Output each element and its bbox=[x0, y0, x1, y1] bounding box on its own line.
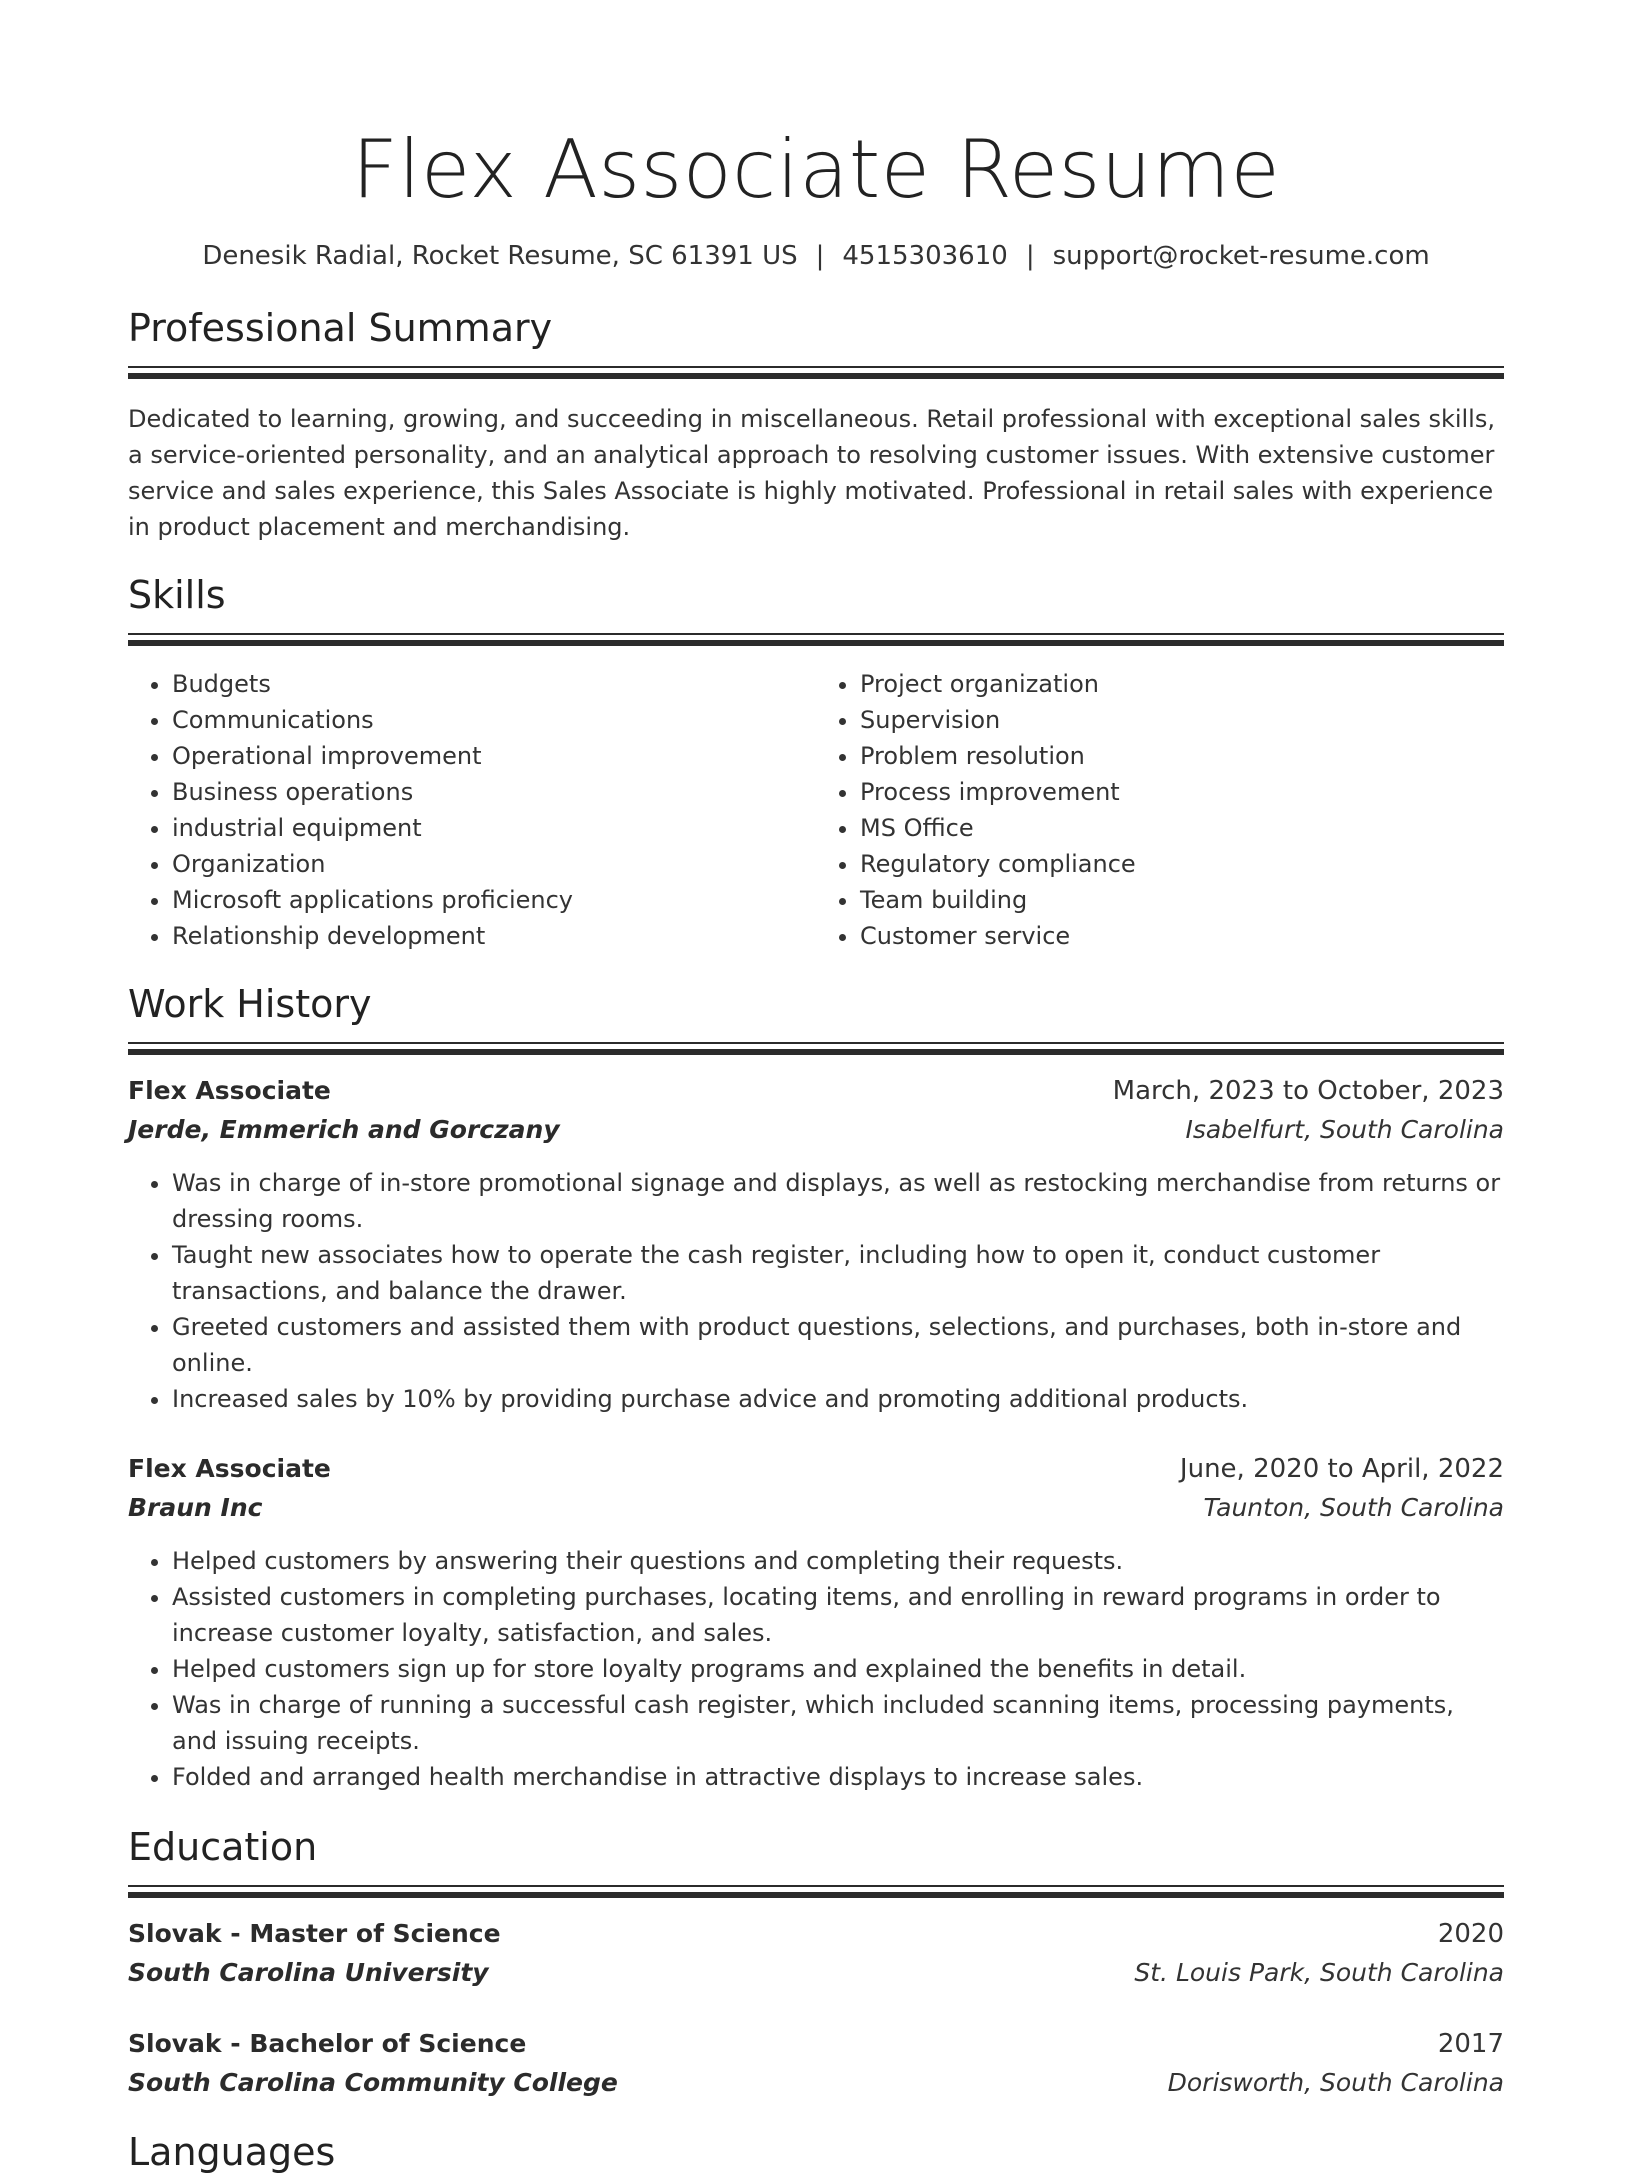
job-company: Braun Inc bbox=[128, 1493, 263, 1522]
section-divider bbox=[128, 1892, 1504, 1898]
education-header bbox=[128, 2024, 1504, 2064]
contact-phone: 4515303610 bbox=[842, 241, 1008, 271]
section-heading-skills: Skills bbox=[128, 573, 226, 617]
job-bullet: • Helped customers sign up for store loyalty programs and explained the benefits in detail. bbox=[172, 1651, 1504, 1687]
skill-item: • Relationship development bbox=[172, 918, 816, 954]
skills-columns bbox=[128, 666, 1504, 954]
job-location: Isabelfurt, South Carolina bbox=[1185, 1115, 1504, 1144]
job-bullets bbox=[128, 1165, 1504, 1417]
education-section bbox=[128, 1823, 1504, 2102]
job-entry bbox=[128, 1071, 1504, 1417]
skill-item: • Operational improvement bbox=[172, 738, 816, 774]
skill-item: • Problem resolution bbox=[860, 738, 1504, 774]
education-entry bbox=[128, 1914, 1504, 1992]
skill-item: • Business operations bbox=[172, 774, 816, 810]
skills-section bbox=[128, 571, 1504, 954]
job-header bbox=[128, 1449, 1504, 1489]
contact-email: support@rocket-resume.com bbox=[1052, 241, 1430, 271]
job-subheader bbox=[128, 1111, 1504, 1149]
summary-text: Dedicated to learning, growing, and succeeding in miscellaneous. Retail professional with exceptional sales skills, a service-oriented personality, and an analytical approach to resolving customer issues. With extensive customer service and sales experience, this Sales Associate is highly motivated. Professional in retail sales with experience in product placement and merchandising. bbox=[128, 405, 1495, 541]
education-school: South Carolina Community College bbox=[128, 2068, 618, 2097]
education-subheader bbox=[128, 2064, 1504, 2102]
job-dates: June, 2020 to April, 2022 bbox=[1179, 1454, 1504, 1484]
languages-section bbox=[128, 2128, 1504, 2176]
education-degree: Slovak - Bachelor of Science bbox=[128, 2029, 527, 2058]
section-heading-education: Education bbox=[128, 1825, 318, 1869]
job-bullet: • Increased sales by 10% by providing purchase advice and promoting additional products. bbox=[172, 1381, 1504, 1417]
job-header bbox=[128, 1071, 1504, 1111]
page-title: Flex Associate Resume bbox=[351, 123, 1281, 216]
job-bullet: • Was in charge of running a successful cash register, which included scanning items, processing payments, and issuing receipts. bbox=[172, 1687, 1504, 1759]
job-bullet: • Greeted customers and assisted them with product questions, selections, and purchases, both in-store and online. bbox=[172, 1309, 1504, 1381]
skill-item: • Organization bbox=[172, 846, 816, 882]
job-title: Flex Associate bbox=[128, 1454, 331, 1483]
skills-list-left bbox=[128, 666, 816, 954]
job-company: Jerde, Emmerich and Gorczany bbox=[128, 1115, 560, 1144]
section-divider bbox=[128, 640, 1504, 646]
education-year: 2017 bbox=[1437, 2029, 1504, 2059]
contact-address: Denesik Radial, Rocket Resume, SC 61391 US bbox=[202, 241, 798, 271]
summary-section bbox=[128, 304, 1504, 545]
section-divider bbox=[128, 1049, 1504, 1055]
section-divider bbox=[128, 373, 1504, 379]
skill-item: • Communications bbox=[172, 702, 816, 738]
education-header bbox=[128, 1914, 1504, 1954]
work-history-section bbox=[128, 980, 1504, 1795]
education-location: Dorisworth, South Carolina bbox=[1167, 2068, 1504, 2097]
resume-page bbox=[128, 0, 1504, 2176]
job-bullet: • Folded and arranged health merchandise in attractive displays to increase sales. bbox=[172, 1759, 1504, 1795]
job-bullet: • Taught new associates how to operate the cash register, including how to open it, conduct customer transactions, and balance the drawer. bbox=[172, 1237, 1504, 1309]
section-divider bbox=[128, 633, 1504, 635]
education-school: South Carolina University bbox=[128, 1958, 489, 1987]
skill-item: • industrial equipment bbox=[172, 810, 816, 846]
skills-list-right bbox=[816, 666, 1504, 954]
skill-item: • MS Office bbox=[860, 810, 1504, 846]
job-subheader bbox=[128, 1489, 1504, 1527]
skill-item: • Regulatory compliance bbox=[860, 846, 1504, 882]
skill-item: • Microsoft applications proficiency bbox=[172, 882, 816, 918]
education-subheader bbox=[128, 1954, 1504, 1992]
section-divider bbox=[128, 366, 1504, 368]
contact-line bbox=[128, 238, 1504, 274]
job-entry bbox=[128, 1449, 1504, 1795]
job-bullet: • Assisted customers in completing purchases, locating items, and enrolling in reward programs in order to increase customer loyalty, satisfaction, and sales. bbox=[172, 1579, 1504, 1651]
job-bullet: • Was in charge of in-store promotional signage and displays, as well as restocking merchandise from returns or dressing rooms. bbox=[172, 1165, 1504, 1237]
section-divider bbox=[128, 1885, 1504, 1887]
education-degree: Slovak - Master of Science bbox=[128, 1919, 501, 1948]
section-divider bbox=[128, 1042, 1504, 1044]
education-entry bbox=[128, 2024, 1504, 2102]
skill-item: • Supervision bbox=[860, 702, 1504, 738]
contact-separator: | bbox=[1025, 241, 1035, 271]
education-location: St. Louis Park, South Carolina bbox=[1134, 1958, 1504, 1987]
education-year: 2020 bbox=[1437, 1919, 1504, 1949]
job-bullet: • Helped customers by answering their questions and completing their requests. bbox=[172, 1543, 1504, 1579]
section-heading-summary: Professional Summary bbox=[128, 306, 553, 350]
section-heading-languages: Languages bbox=[128, 2130, 336, 2174]
skill-item: • Project organization bbox=[860, 666, 1504, 702]
contact-separator: | bbox=[815, 241, 825, 271]
skill-item: • Process improvement bbox=[860, 774, 1504, 810]
job-bullets bbox=[128, 1543, 1504, 1795]
job-dates: March, 2023 to October, 2023 bbox=[1112, 1076, 1504, 1106]
job-location: Taunton, South Carolina bbox=[1203, 1493, 1504, 1522]
skill-item: • Customer service bbox=[860, 918, 1504, 954]
skill-item: • Team building bbox=[860, 882, 1504, 918]
job-title: Flex Associate bbox=[128, 1076, 331, 1105]
skill-item: • Budgets bbox=[172, 666, 816, 702]
section-heading-work: Work History bbox=[128, 982, 372, 1026]
